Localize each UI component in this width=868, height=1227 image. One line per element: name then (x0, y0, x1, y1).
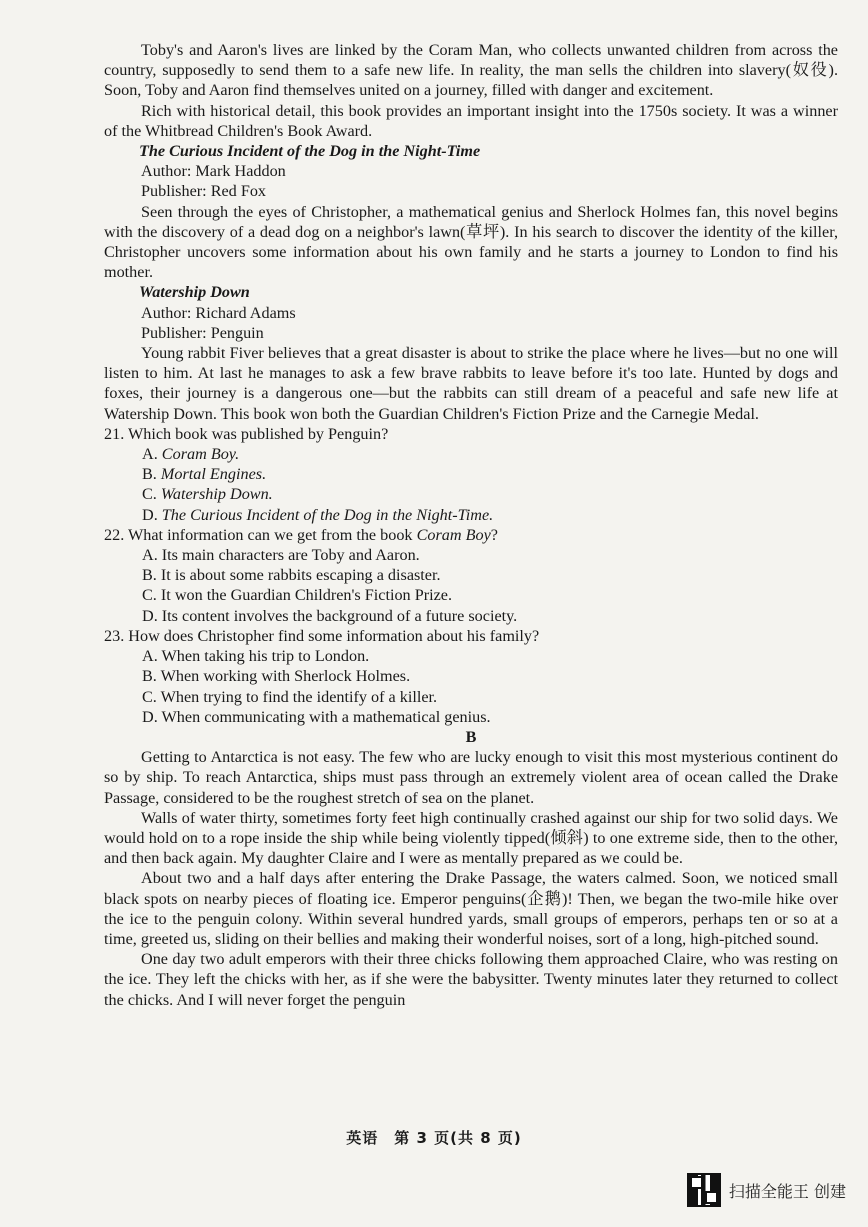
page-content (104, 40, 838, 1010)
scanner-label: 扫描全能王 创建 (728, 1181, 846, 1201)
option-b[interactable]: B. When working with Sherlock Holmes. (142, 667, 411, 686)
question-22 (104, 525, 838, 626)
option-b[interactable]: B. Mortal Engines. (142, 465, 267, 484)
question-stem: 21. Which book was published by Penguin? (104, 424, 389, 443)
option-c[interactable]: C. It won the Guardian Children's Fiction Prize. (142, 586, 452, 605)
question-23 (104, 626, 838, 727)
book-title-watership-down: Watership Down (139, 283, 250, 302)
book-author: Author: Richard Adams (141, 303, 296, 322)
coram-boy-review: Rich with historical detail, this book provides an important insight into the 1750s society. It was a winner of the Whitbread Children's Book Award. (104, 101, 838, 140)
book-title-curious-incident: The Curious Incident of the Dog in the Night-Time (139, 142, 481, 161)
question-stem: 22. What information can we get from the book Coram Boy? (104, 525, 498, 544)
coram-boy-summary: Toby's and Aaron's lives are linked by the Coram Man, who collects unwanted children from across the country, supposedly to send them to a safe new life. In reality, the man sells the children into slavery(奴役). Soon, Toby and Aaron find themselves united on a journey, filled with danger and excitement. (104, 41, 838, 100)
question-21 (104, 424, 838, 525)
book-description: Seen through the eyes of Christopher, a mathematical genius and Sherlock Holmes fan, this novel begins with the discovery of a dead dog on a neighbor's lawn(草坪). In his search to discover the identity of the killer, Christopher uncovers some information about his own family and he starts a journey to London to find his mother. (104, 202, 838, 282)
option-b[interactable]: B. It is about some rabbits escaping a disaster. (142, 566, 441, 585)
option-a[interactable]: A. Coram Boy. (142, 445, 240, 464)
book-publisher: Publisher: Red Fox (141, 182, 267, 201)
scanner-watermark (687, 1172, 846, 1208)
passage-b-paragraph: Getting to Antarctica is not easy. The few who are lucky enough to visit this most mysterious continent do so by ship. To reach Antarctica, ships must pass through an extremely violent area of ocean called the Drake Passage, considered to be the roughest stretch of sea on the planet. (104, 748, 838, 807)
qr-code-icon (687, 1173, 721, 1207)
passage-b-paragraph: Walls of water thirty, sometimes forty feet high continually crashed against our ship for two solid days. We would hold on to a rope inside the ship while being violently tipped(倾斜) to one extreme side, then to the other, and then back again. My daughter Claire and I were as mentally prepared as we could be. (104, 808, 838, 868)
book-author: Author: Mark Haddon (141, 162, 286, 181)
section-heading-b: B (465, 727, 477, 746)
book-publisher: Publisher: Penguin (141, 323, 264, 342)
option-c[interactable]: C. Watership Down. (142, 485, 273, 504)
page-footer: 英语 第 3 页(共 8 页) (346, 1129, 522, 1147)
option-d[interactable]: D. When communicating with a mathematical genius. (142, 707, 491, 726)
option-d[interactable]: D. Its content involves the background of a future society. (142, 606, 518, 625)
book-description: Young rabbit Fiver believes that a great disaster is about to strike the place where he lives—but no one will listen to him. At last he manages to ask a few brave rabbits to leave before it's too late. Hunted by dogs and foxes, their journey is a dangerous one—but the rabbits can still dream of a peaceful and safe new life at Watership Down. This book won both the Guardian Children's Fiction Prize and the Carnegie Medal. (104, 344, 838, 423)
option-a[interactable]: A. When taking his trip to London. (142, 647, 370, 666)
passage-b-paragraph: One day two adult emperors with their three chicks following them approached Claire, who was resting on the ice. They left the chicks with her, as if she were the babysitter. Twenty minutes later they returned to collect the chicks. And I will never forget the penguin (104, 950, 838, 1009)
option-d[interactable]: D. The Curious Incident of the Dog in the Night-Time. (142, 505, 494, 524)
question-stem: 23. How does Christopher find some information about his family? (104, 626, 540, 645)
passage-b-paragraph: About two and a half days after entering the Drake Passage, the waters calmed. Soon, we noticed small black spots on nearby pieces of floating ice. Emperor penguins(企鹅)! Then, we began the two-mile hike over the ice to the penguin colony. Within several hundred yards, small groups of emperors, perhaps ten or so at a time, greeted us, sliding on their bellies and making their wonderful noises, sort of a long, high-pitched sound. (104, 869, 838, 948)
option-c[interactable]: C. When trying to find the identify of a killer. (142, 687, 438, 706)
option-a[interactable]: A. Its main characters are Toby and Aaron. (142, 546, 420, 565)
